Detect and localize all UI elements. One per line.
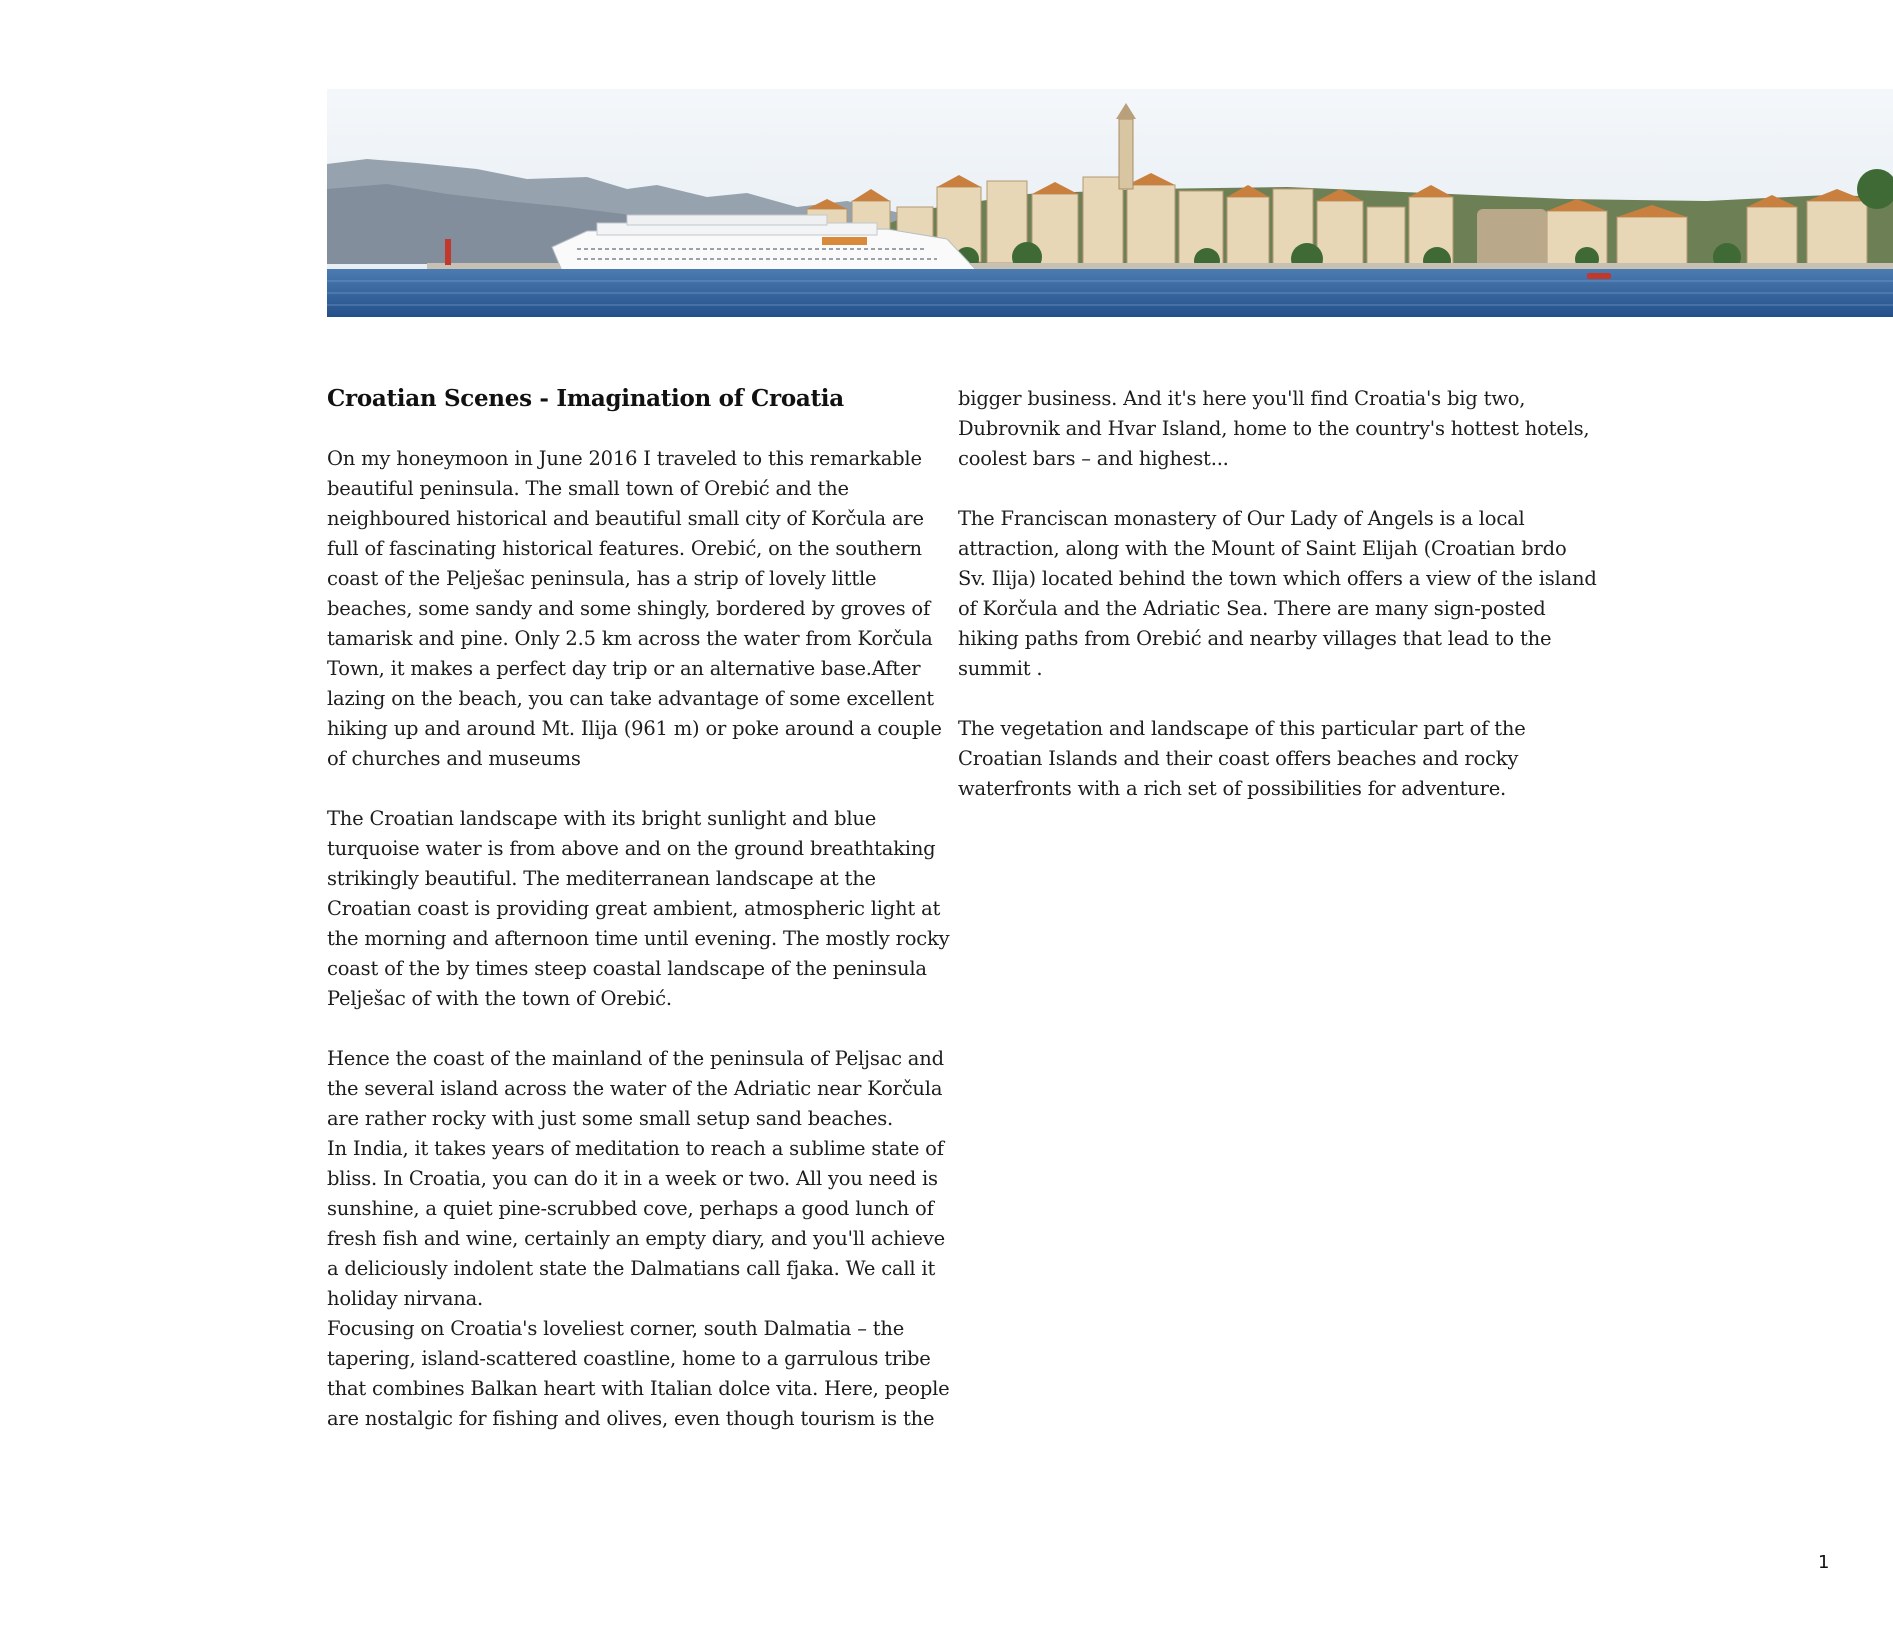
text-line: tamarisk and pine. Only 2.5 km across the water from Korčula xyxy=(327,627,933,650)
text-line: are rather rocky with just some small setup sand beaches. xyxy=(327,1107,894,1130)
text-line: holiday nirvana. xyxy=(327,1287,484,1310)
text-line: In India, it takes years of meditation to reach a sublime state of xyxy=(327,1137,944,1160)
text-line: attraction, along with the Mount of Saint Elijah (Croatian brdo xyxy=(958,537,1567,560)
page-number: 1 xyxy=(1818,1552,1830,1573)
paragraph-vegetation xyxy=(958,714,1568,804)
text-line: beautiful peninsula. The small town of Orebić and the xyxy=(327,477,849,500)
paragraph-landscape xyxy=(327,804,950,1014)
paragraph-coast xyxy=(327,1044,950,1434)
paragraph-big-two xyxy=(958,384,1590,474)
text-line: turquoise water is from above and on the ground breathtaking xyxy=(327,837,936,860)
article-left-column xyxy=(327,384,950,1434)
article-title: Croatian Scenes - Imagination of Croatia xyxy=(327,385,844,412)
text-line: the several island across the water of the Adriatic near Korčula xyxy=(327,1077,943,1100)
text-line: Town, it makes a perfect day trip or an alternative base.After xyxy=(327,657,921,680)
text-line: bliss. In Croatia, you can do it in a week or two. All you need is xyxy=(327,1167,938,1190)
text-line: coolest bars – and highest... xyxy=(958,447,1229,470)
text-line: fresh fish and wine, certainly an empty diary, and you'll achieve xyxy=(327,1227,945,1250)
text-line: neighboured historical and beautiful small city of Korčula are xyxy=(327,507,924,530)
text-line: hiking up and around Mt. Ilija (961 m) or poke around a couple xyxy=(327,717,942,740)
text-line: beaches, some sandy and some shingly, bordered by groves of xyxy=(327,597,930,620)
text-line: tapering, island-scattered coastline, home to a garrulous tribe xyxy=(327,1347,931,1370)
text-line: summit . xyxy=(958,657,1043,680)
text-line: of churches and museums xyxy=(327,747,581,770)
text-line: strikingly beautiful. The mediterranean landscape at the xyxy=(327,867,876,890)
text-line: coast of the Pelješac peninsula, has a strip of lovely little xyxy=(327,567,877,590)
text-line: coast of the by times steep coastal landscape of the peninsula xyxy=(327,957,927,980)
text-line: Pelješac of with the town of Orebić. xyxy=(327,987,672,1010)
text-line: the morning and afternoon time until evening. The mostly rocky xyxy=(327,927,950,950)
text-line: Hence the coast of the mainland of the peninsula of Peljsac and xyxy=(327,1047,944,1070)
paragraph-monastery xyxy=(958,504,1597,684)
text-line: bigger business. And it's here you'll find Croatia's big two, xyxy=(958,387,1526,410)
text-line: Croatian Islands and their coast offers beaches and rocky xyxy=(958,747,1519,770)
text-line: Croatian coast is providing great ambient, atmospheric light at xyxy=(327,897,941,920)
text-line: full of fascinating historical features. Orebić, on the southern xyxy=(327,537,922,560)
text-line: sunshine, a quiet pine-scrubbed cove, perhaps a good lunch of xyxy=(327,1197,934,1220)
korcula-panorama-image xyxy=(327,89,1893,317)
text-line: hiking paths from Orebić and nearby villages that lead to the xyxy=(958,627,1552,650)
text-line: Focusing on Croatia's loveliest corner, south Dalmatia – the xyxy=(327,1317,905,1340)
text-line: Dubrovnik and Hvar Island, home to the country's hottest hotels, xyxy=(958,417,1590,440)
text-line: The Franciscan monastery of Our Lady of Angels is a local xyxy=(958,507,1525,530)
text-line: of Korčula and the Adriatic Sea. There are many sign-posted xyxy=(958,597,1546,620)
header-banner-image xyxy=(327,89,1893,317)
text-line: Sv. Ilija) located behind the town which offers a view of the island xyxy=(958,567,1597,590)
text-line: The Croatian landscape with its bright sunlight and blue xyxy=(327,807,877,830)
text-line: a deliciously indolent state the Dalmatians call fjaka. We call it xyxy=(327,1257,936,1280)
text-line: are nostalgic for fishing and olives, even though tourism is the xyxy=(327,1407,935,1430)
text-line: waterfronts with a rich set of possibilities for adventure. xyxy=(958,777,1507,800)
article-right-column xyxy=(958,384,1597,804)
paragraph-orebic xyxy=(327,444,942,774)
text-line: On my honeymoon in June 2016 I traveled to this remarkable xyxy=(327,447,922,470)
text-line: lazing on the beach, you can take advantage of some excellent xyxy=(327,687,934,710)
text-line: The vegetation and landscape of this particular part of the xyxy=(958,717,1526,740)
text-line: that combines Balkan heart with Italian dolce vita. Here, people xyxy=(327,1377,950,1400)
